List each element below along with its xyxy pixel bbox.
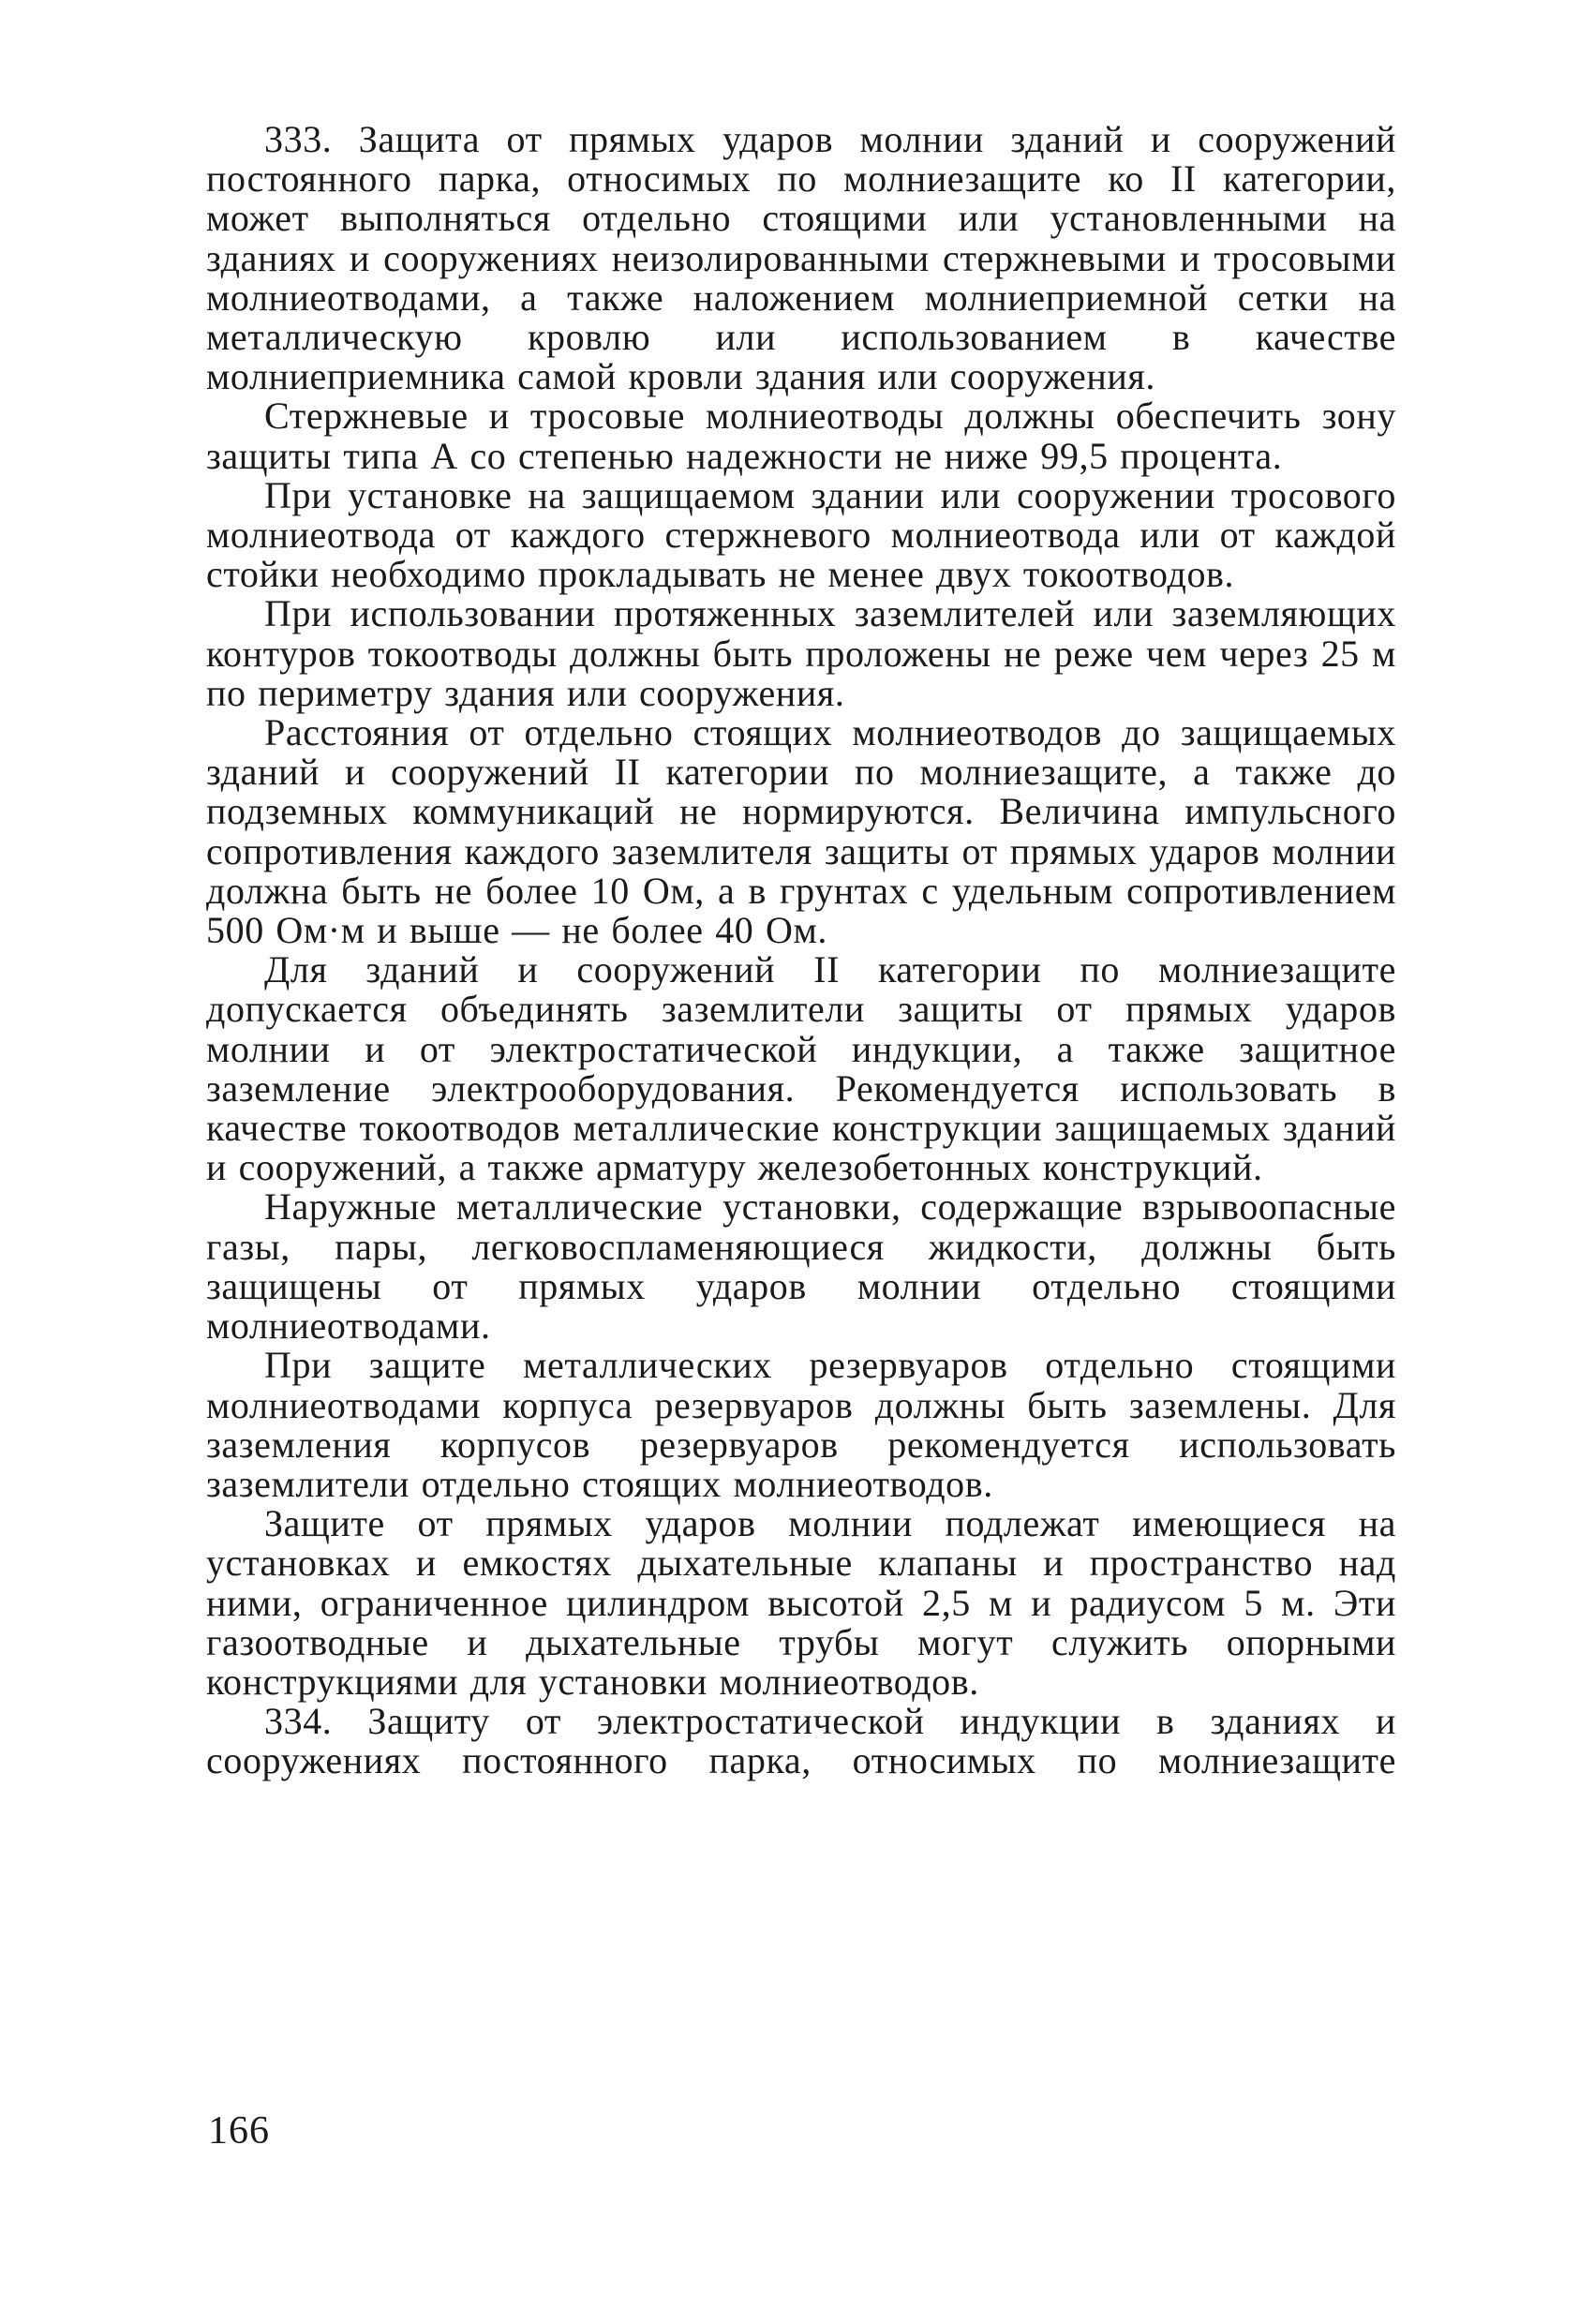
paragraph-down-conductors: При установке на защищаемом здании или сооружении тросового молниеотвода от каждого стержневого молниеотвода или от каждой стойки необходимо прокладывать не менее двух токоотводов. bbox=[206, 473, 1396, 596]
paragraph-category-ii-grounding: Для зданий и сооружений II категории по молниезащите допускается объединять заземлители защиты от прямых ударов молнии и от электростатической индукции, а также защитное заземление электрооборудования. Рекомендуется использовать в качестве токоотводов металлические конструкции защищаемых зданий и сооружений, а также арматуру железобетонных конструкций. bbox=[206, 948, 1396, 1189]
paragraph-333-intro: 333. Защита от прямых ударов молнии зданий и сооружений постоянного парка, относимых по молниезащите ко II категории, может выполняться отдельно стоящими или установленными на зданиях и сооружениях неизолированными стержневыми и тросовыми молниеотводами, а также наложением молниеприемной сетки на металлическую кровлю или использованием в качестве молниеприемника самой кровли здания или сооружения. bbox=[206, 118, 1396, 398]
paragraph-tank-protection: При защите металлических резервуаров отдельно стоящими молниеотводами корпуса резервуаров должны быть заземлены. Для заземления корпусов резервуаров рекомендуется использовать заземлители отдельно стоящих молниеотводов. bbox=[206, 1344, 1396, 1505]
page-body bbox=[206, 120, 1396, 1781]
paragraph-334-intro: 334. Защиту от электростатической индукции в зданиях и сооружениях постоянного парка, относимых по молниезащите bbox=[206, 1700, 1396, 1782]
paragraph-distances-impedance: Расстояния от отдельно стоящих молниеотводов до защищаемых зданий и сооружений II категории по молниезащите, а также до подземных коммуникаций не нормируются. Величина импульсного сопротивления каждого заземлителя защиты от прямых ударов молнии должна быть не более 10 Ом, а в грунтах с удельным сопротивлением 500 Ом·м и выше — не более 40 Ом. bbox=[206, 711, 1396, 952]
paragraph-grounding-contours: При использовании протяженных заземлителей или заземляющих контуров токоотводы должны быть проложены не реже чем через 25 м по периметру здания или сооружения. bbox=[206, 592, 1396, 714]
page-number: 166 bbox=[208, 2109, 270, 2153]
paragraph-outdoor-installations: Наружные металлические установки, содержащие взрывоопасные газы, пары, легковоспламеняющиеся жидкости, должны быть защищены от прямых ударов молнии отдельно стоящими молниеотводами. bbox=[206, 1185, 1396, 1348]
paragraph-breathing-valves: Защите от прямых ударов молнии подлежат имеющиеся на установках и емкостях дыхательные клапаны и пространство над ними, ограниченное цилиндром высотой 2,5 м и радиусом 5 м. Эти газоотводные и дыхательные трубы могут служить опорными конструкциями для установки молниеотводов. bbox=[206, 1502, 1396, 1703]
paragraph-rod-cable-protection-zone: Стержневые и тросовые молниеотводы должны обеспечить зону защиты типа А со степенью надежности не ниже 99,5 процента. bbox=[206, 395, 1396, 477]
